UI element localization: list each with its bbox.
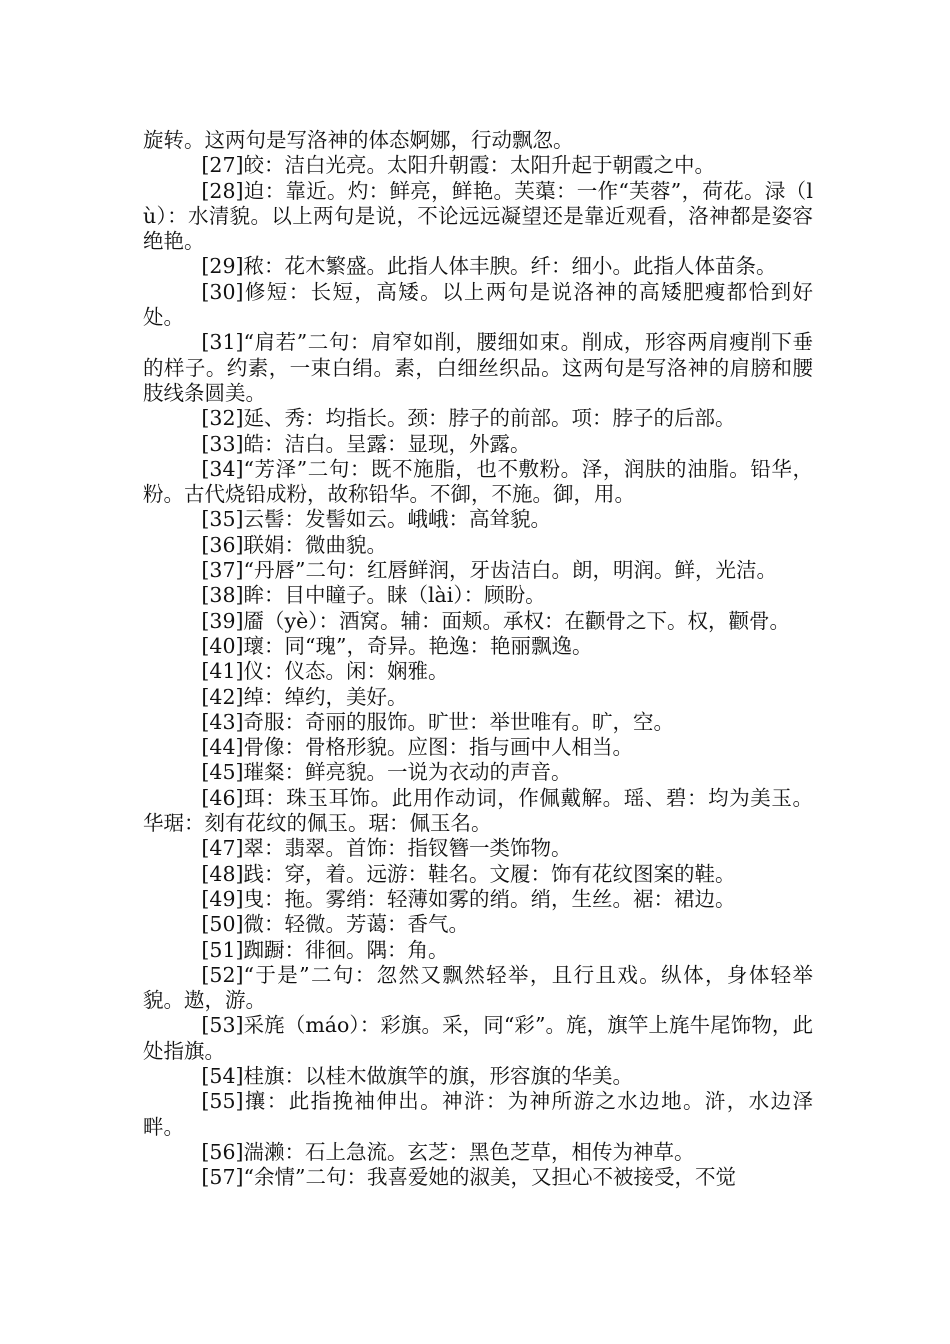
annotation-note: [34]“芳泽”二句：既不施脂，也不敷粉。泽，润肤的油脂。铅华，粉。古代烧铅成粉，故称铅华。不御，不施。御，用。 [143,456,813,507]
annotation-note: [37]“丹唇”二句：红唇鲜润，牙齿洁白。朗，明润。鲜，光洁。 [201,558,777,583]
annotation-note: [50]微：轻微。芳蔼：香气。 [201,912,470,937]
annotation-note: [48]践：穿，着。远游：鞋名。文履：饰有花纹图案的鞋。 [201,861,736,886]
annotation-note: [46]珥：珠玉耳饰。此用作动词，作佩戴解。瑶、碧：均为美玉。华琚：刻有花纹的佩玉。琚：佩玉名。 [143,785,813,836]
annotation-note: [28]迫：靠近。灼：鲜亮，鲜艳。芙蕖：一作“芙蓉”，荷花。渌（lù）：水清貌。以上两句是说，不论远远凝望还是靠近观看，洛神都是姿容绝艳。 [143,178,813,254]
annotation-note: [33]皓：洁白。呈露：显现，外露。 [201,431,531,456]
annotation-note: [57]“余情”二句：我喜爱她的淑美，又担心不被接受，不觉 [201,1165,736,1190]
annotation-note: [36]联娟：微曲貌。 [201,532,388,557]
annotation-note: [39]靥（yè）：酒窝。辅：面颊。承权：在颧骨之下。权，颧骨。 [201,608,790,633]
annotation-note: [53]采旄（máo）：彩旗。采，同“彩”。旄，旗竿上旄牛尾饰物，此处指旗。 [143,1013,813,1063]
annotation-note: [51]踟蹰：徘徊。隅：角。 [201,937,449,962]
annotation-note: [43]奇服：奇丽的服饰。旷世：举世唯有。旷，空。 [201,709,675,734]
annotation-note: [55]攘：此指挽袖伸出。神浒：为神所游之水边地。浒，水边泽畔。 [143,1089,813,1139]
annotation-note: [49]曳：拖。雾绡：轻薄如雾的绡。绡，生丝。裾：裙边。 [201,886,736,911]
annotation-note: [41]仪：仪态。闲：娴雅。 [201,659,449,684]
annotation-note: [45]璀粲：鲜亮貌。一说为衣动的声音。 [201,760,572,785]
annotation-note: [35]云髻：发髻如云。峨峨：高耸貌。 [201,507,552,532]
annotation-note: [40]瓌：同“瑰”，奇异。艳逸：艳丽飘逸。 [201,633,593,658]
annotation-note: [38]眸：目中瞳子。睐（lài）：顾盼。 [201,583,546,608]
annotation-note: [27]皎：洁白光亮。太阳升朝霞：太阳升起于朝霞之中。 [201,153,716,178]
annotation-text-body [143,128,813,1190]
annotation-note: [44]骨像：骨格形貌。应图：指与画中人相当。 [201,735,634,760]
continued-paragraph: 旋转。这两句是写洛神的体态婀娜，行动飘忽。 [143,128,574,152]
annotation-note: [56]湍濑：石上急流。玄芝：黑色芝草，相传为神草。 [201,1139,695,1164]
annotation-note: [54]桂旗：以桂木做旗竿的旗，形容旗的华美。 [201,1063,634,1088]
annotation-note: [47]翠：翡翠。首饰：指钗簪一类饰物。 [201,836,572,861]
annotation-note: [52]“于是”二句：忽然又飘然轻举，且行且戏。纵体，身体轻举貌。遨，游。 [143,962,813,1013]
annotation-note: [29]秾：花木繁盛。此指人体丰腴。纤：细小。此指人体苗条。 [201,254,777,279]
annotation-note: [42]绰：绰约，美好。 [201,684,408,709]
annotation-note: [31]“肩若”二句：肩窄如削，腰细如束。削成，形容两肩瘦削下垂的样子。约素，一束白绢。素，白细丝织品。这两句是写洛神的肩膀和腰肢线条圆美。 [143,330,813,405]
annotation-note: [32]延、秀：均指长。颈：脖子的前部。项：脖子的后部。 [201,406,736,431]
annotation-note: [30]修短：长短，高矮。以上两句是说洛神的高矮肥瘦都恰到好处。 [143,279,813,330]
